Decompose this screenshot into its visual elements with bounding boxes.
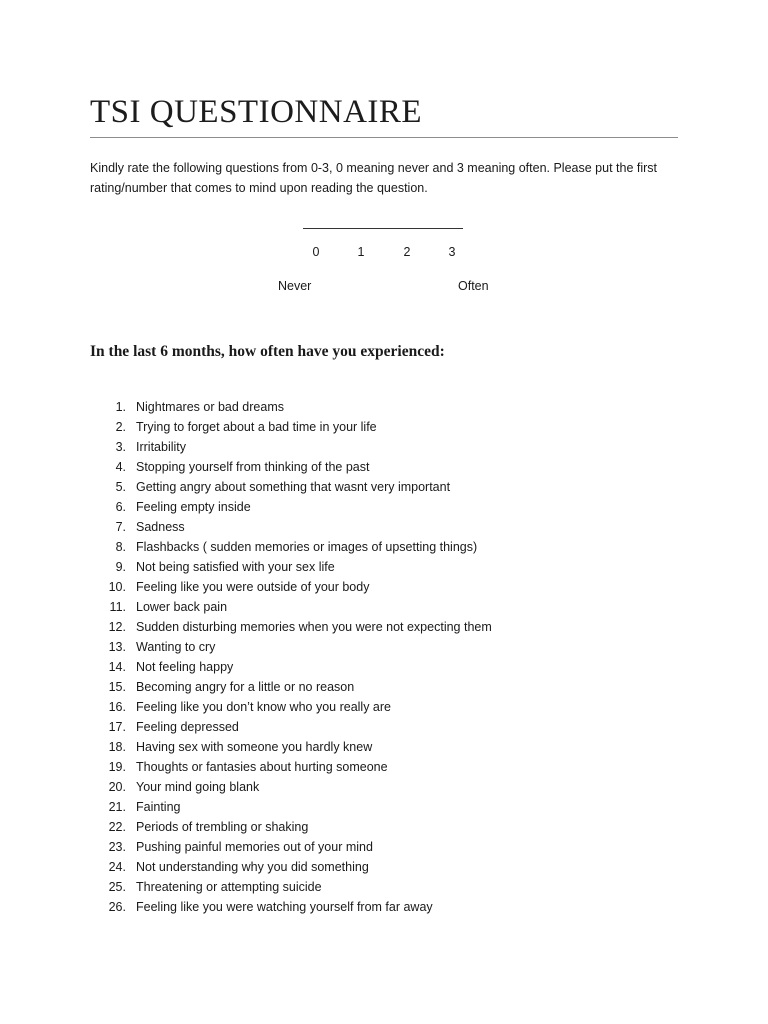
question-item [0,837,768,857]
question-text: Nightmares or bad dreams [136,400,284,414]
scale-value-0: 0 [312,245,320,259]
question-number: 3. [115,440,126,454]
question-text: Feeling like you were outside of your body [136,580,370,594]
question-text: Feeling like you don’t know who you really are [136,700,391,714]
question-text: Irritability [136,440,187,454]
question-number: 4. [115,460,126,474]
question-number: 12. [108,620,126,634]
question-list [0,397,768,917]
question-item [0,897,768,917]
question-text: Pushing painful memories out of your mind [136,840,373,854]
question-number: 16. [108,700,126,714]
question-item [0,817,768,837]
question-number: 9. [115,560,126,574]
question-item [0,517,768,537]
instructions-line-2: rating/number that comes to mind upon reading the question. [90,181,428,195]
question-number: 13. [108,640,126,654]
question-item [0,537,768,557]
question-text: Periods of trembling or shaking [136,820,309,834]
question-number: 5. [115,480,126,494]
question-item [0,737,768,757]
question-text: Feeling depressed [136,720,239,734]
page-title: TSI QUESTIONNAIRE [90,94,423,130]
question-number: 7. [115,520,126,534]
question-item [0,617,768,637]
question-text: Not being satisfied with your sex life [136,560,335,574]
question-item [0,697,768,717]
question-item [0,857,768,877]
question-item [0,477,768,497]
question-item [0,437,768,457]
question-text: Having sex with someone you hardly knew [136,740,373,754]
question-text: Flashbacks ( sudden memories or images of upsetting things) [136,540,478,554]
question-item [0,757,768,777]
question-text: Getting angry about something that wasnt very important [136,480,451,494]
question-text: Stopping yourself from thinking of the past [136,460,370,474]
question-number: 11. [109,600,126,614]
question-text: Sudden disturbing memories when you were not expecting them [136,620,492,634]
question-item [0,557,768,577]
instructions-line-1: Kindly rate the following questions from 0-3, 0 meaning never and 3 meaning often. Please put the first [90,161,657,175]
question-item [0,777,768,797]
question-text: Sadness [136,520,185,534]
question-number: 24. [108,860,126,874]
question-number: 18. [108,740,126,754]
question-item [0,397,768,417]
question-number: 20. [108,780,126,794]
question-text: Lower back pain [136,600,228,614]
question-item [0,457,768,477]
question-item [0,417,768,437]
scale-value-1: 1 [357,245,365,259]
question-number: 22. [108,820,126,834]
question-number: 1. [115,400,126,414]
question-text: Threatening or attempting suicide [136,880,322,894]
scale-low-label: Never [278,279,312,293]
question-text: Feeling like you were watching yourself from far away [136,900,433,914]
question-number: 14. [108,660,126,674]
question-number: 15. [108,680,126,694]
question-number: 26. [108,900,126,914]
title-underline [90,137,678,138]
question-text: Not feeling happy [136,660,234,674]
question-item [0,717,768,737]
question-number: 17. [108,720,126,734]
section-heading: In the last 6 months, how often have you experienced: [90,343,445,360]
scale-high-label: Often [458,279,489,293]
instructions [90,158,690,198]
question-text: Fainting [136,800,181,814]
rating-scale-line [303,228,463,229]
question-number: 19. [108,760,126,774]
question-text: Wanting to cry [136,640,216,654]
question-number: 2. [115,420,126,434]
question-item [0,797,768,817]
question-number: 25. [108,880,126,894]
question-number: 10. [108,580,126,594]
question-item [0,677,768,697]
question-text: Feeling empty inside [136,500,251,514]
question-number: 8. [115,540,126,554]
question-number: 21. [108,800,126,814]
question-number: 23. [108,840,126,854]
question-item [0,637,768,657]
scale-value-2: 2 [403,245,411,259]
question-item [0,597,768,617]
question-text: Becoming angry for a little or no reason [136,680,355,694]
scale-value-3: 3 [448,245,456,259]
question-text: Trying to forget about a bad time in your life [136,420,377,434]
question-text: Not understanding why you did something [136,860,369,874]
question-text: Thoughts or fantasies about hurting someone [136,760,388,774]
question-item [0,877,768,897]
question-text: Your mind going blank [136,780,260,794]
question-number: 6. [115,500,126,514]
question-item [0,577,768,597]
question-item [0,657,768,677]
question-item [0,497,768,517]
